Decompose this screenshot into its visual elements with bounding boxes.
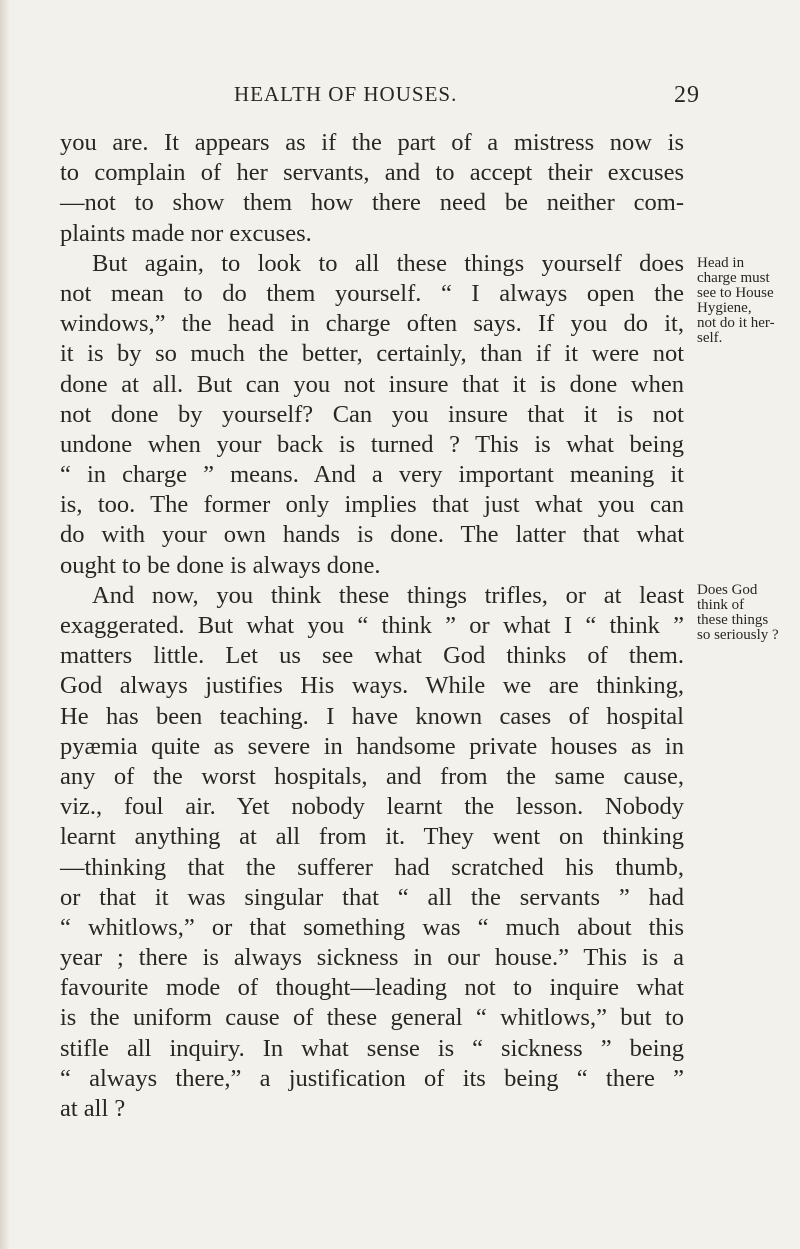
text-line: undone when your back is turned ? This is what being <box>60 430 684 458</box>
text-line: or that it was singular that “ all the servants ” had <box>60 883 684 911</box>
text-line: plaints made nor excuses. <box>60 219 312 247</box>
text-line: God always justifies His ways. While we are thinking, <box>60 672 684 700</box>
text-line: pyæmia quite as severe in handsome private houses as in <box>60 732 684 760</box>
margin-note-head-in-charge <box>697 256 800 346</box>
text-line: do with your own hands is done. The latter that what <box>60 521 684 549</box>
margin-note-line: these things <box>697 612 769 628</box>
text-line: He has been teaching. I have known cases of hospital <box>60 702 684 730</box>
running-header <box>60 82 700 108</box>
text-line: —thinking that the sufferer had scratched his thumb, <box>60 853 684 881</box>
text-line: to complain of her servants, and to accept their excuses <box>60 159 684 187</box>
margin-note-line: Hygiene, <box>697 300 752 316</box>
text-line: But again, to look to all these things yourself does <box>92 249 684 277</box>
text-line: not mean to do them yourself. “ I always open the <box>60 279 684 307</box>
text-line: is the uniform cause of these general “ whitlows,” but to <box>60 1004 684 1032</box>
text-line: not done by yourself? Can you insure that it is not <box>60 400 684 428</box>
text-line: matters little. Let us see what God thinks of them. <box>60 642 684 670</box>
text-line: viz., foul air. Yet nobody learnt the lesson. Nobody <box>60 793 684 821</box>
text-line: at all ? <box>60 1095 126 1122</box>
text-line: ought to be done is always done. <box>60 551 381 579</box>
text-line: is, too. The former only implies that just what you can <box>60 491 684 519</box>
margin-note-does-god-think <box>697 583 800 643</box>
text-line: it is by so much the better, certainly, than if it were not <box>60 340 684 368</box>
body-text <box>60 128 684 1124</box>
text-line: any of the worst hospitals, and from the same cause, <box>60 762 684 790</box>
margin-note-line: Head in <box>697 255 745 271</box>
margin-note-line: think of <box>697 597 745 613</box>
margin-note-line: Does God <box>697 582 758 598</box>
text-line: learnt anything at all from it. They went on thinking <box>60 823 684 851</box>
margin-note-line: not do it her- <box>697 315 775 331</box>
page-number: 29 <box>674 82 700 108</box>
text-line: “ in charge ” means. And a very important meaning it <box>60 461 684 489</box>
text-line: year ; there is always sickness in our house.” This is a <box>60 944 684 972</box>
margin-note-line: so seriously ? <box>697 627 779 643</box>
running-title: HEALTH OF HOUSES. <box>234 82 458 106</box>
text-line: —not to show them how there need be neither com- <box>60 189 684 217</box>
text-line: stifle all inquiry. In what sense is “ sickness ” being <box>60 1034 684 1062</box>
text-line: favourite mode of thought—leading not to inquire what <box>60 974 684 1002</box>
page-gutter-shadow <box>0 0 10 1249</box>
text-line: windows,” the head in charge often says. If you do it, <box>60 310 684 338</box>
margin-note-line: see to House <box>697 285 774 301</box>
text-line: you are. It appears as if the part of a mistress now is <box>60 129 684 156</box>
text-line: exaggerated. But what you “ think ” or what I “ think ” <box>60 612 684 639</box>
text-line: “ always there,” a justification of its being “ there ” <box>60 1064 684 1092</box>
text-line: “ whitlows,” or that something was “ much about this <box>60 913 684 941</box>
margin-note-line: charge must <box>697 270 770 286</box>
margin-note-line: self. <box>697 330 723 346</box>
text-line: And now, you think these things trifles, or at least <box>92 581 684 609</box>
text-line: done at all. But can you not insure that it is done when <box>60 370 684 398</box>
